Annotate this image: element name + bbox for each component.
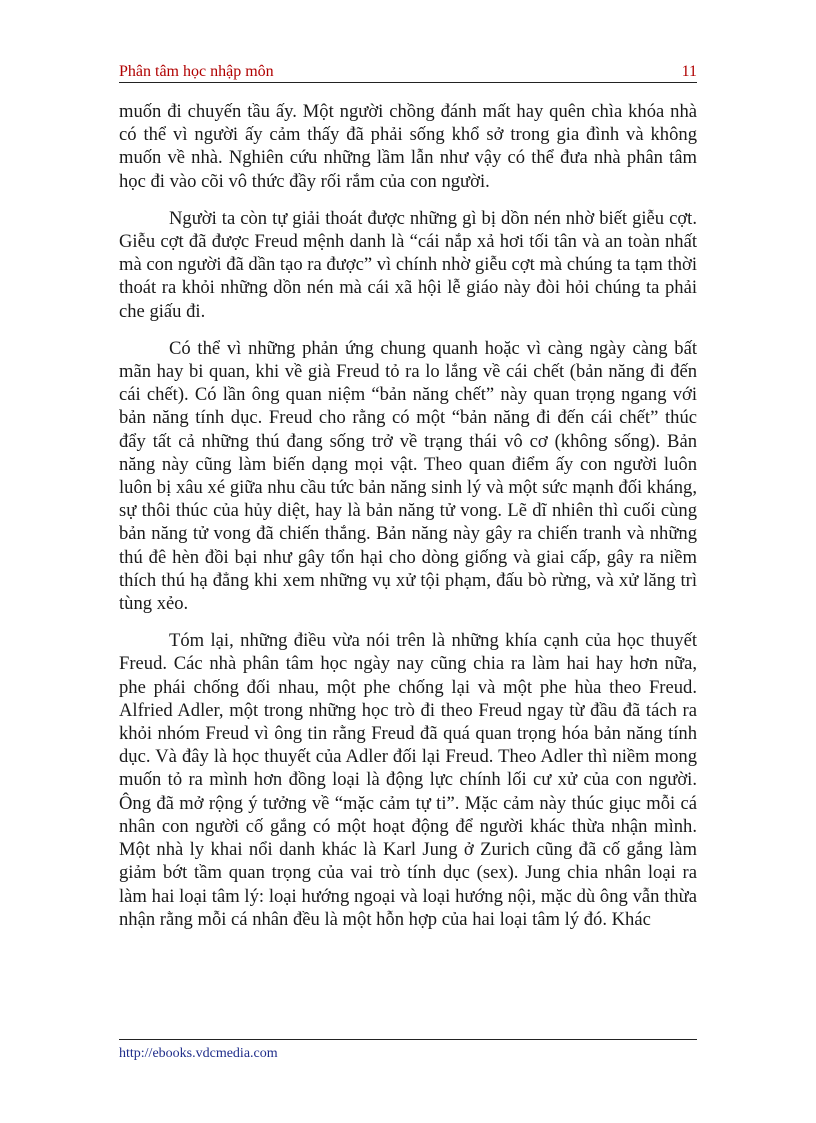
- page-header: [119, 62, 697, 83]
- page-footer: [119, 1039, 697, 1062]
- paragraph-3: Có thể vì những phản ứng chung quanh hoặc vì càng ngày càng bất mãn hay bi quan, khi về già Freud tỏ ra lo lắng về cái chết (bản năng đi đến cái chết). Có lần ông quan niệm “bản năng chết” này quan trọng ngang với bản năng tính dục. Freud cho rằng có một “bản năng đi đến cái chết” thúc đẩy tất cả những thú đang sống trở về trạng thái vô cơ (không sống). Bản năng này cũng làm biến dạng mọi vật. Theo quan điểm ấy con người luôn luôn bị xâu xé giữa nhu cầu tức bản năng sinh lý và một sức mạnh đối kháng, sự thôi thúc của hủy diệt, hay là bản năng tử vong. Lẽ dĩ nhiên thì cuối cùng bản năng tử vong đã chiến thắng. Bản năng này gây ra chiến tranh và những thú đê hèn đồi bại như gây tổn hại cho dòng giống và giai cấp, gây ra niềm thích thú hạ đẳng khi xem những vụ xử tội phạm, đấu bò rừng, và xử lăng trì tùng xẻo.: [119, 337, 697, 615]
- page-number: 11: [681, 63, 697, 80]
- book-title: Phân tâm học nhập môn: [119, 63, 274, 80]
- paragraph-1: muốn đi chuyến tầu ấy. Một người chồng đánh mất hay quên chìa khóa nhà có thể vì người ấy cảm thấy đã phải sống khổ sở trong gia đình và không muốn về nhà. Nghiên cứu những lầm lẫn như vậy có thể đưa nhà phân tâm học đi vào cõi vô thức đầy rối rắm của con người.: [119, 101, 697, 192]
- paragraph-4: Tóm lại, những điều vừa nói trên là những khía cạnh của học thuyết Freud. Các nhà phân tâm học ngày nay cũng chia ra làm hai hay hơn nữa, phe phái chống đối nhau, một phe chống lại và một phe hùa theo Freud. Alfried Adler, một trong những học trò đi theo Freud ngay từ đầu đã tách ra khỏi nhóm Freud vì ông tin rằng Freud đã quá quan trọng hóa bản năng tính dục. Và đây là học thuyết của Adler đối lại Freud. Theo Adler thì niềm mong muốn tỏ ra mình hơn đồng loại là động lực chính lối cư xử của con người. Ông đã mở rộng ý tưởng về “mặc cảm tự ti”. Mặc cảm này thúc giục mỗi cá nhân con người cố gắng có một hoạt động để người khác thừa nhận mình. Một nhà ly khai nổi danh khác là Karl Jung ở Zurich cũng đã cố gắng làm giảm bớt tầm quan trọng của vai trò tính dục (sex). Jung chia nhân loại ra làm hai loại tâm lý: loại hướng ngoại và loại hướng nội, mặc dù ông vẫn thừa nhận rằng mỗi cá nhân đều là một hỗn hợp của hai loại tâm lý đó. Khác: [119, 630, 697, 930]
- paragraph-2: Người ta còn tự giải thoát được những gì bị dồn nén nhờ biết giễu cợt. Giễu cợt đã được Freud mệnh danh là “cái nắp xả hơi tối tân và an toàn nhất mà con người đã dần tạo ra được” vì chính nhờ giễu cợt mà chúng ta tạm thời thoát ra khỏi những dồn nén mà cái xã hội lễ giáo này đòi hỏi chúng ta phải che giấu đi.: [119, 207, 697, 322]
- ebooks-link[interactable]: http://ebooks.vdcmedia.com: [119, 1046, 278, 1061]
- body-text: [119, 100, 697, 1000]
